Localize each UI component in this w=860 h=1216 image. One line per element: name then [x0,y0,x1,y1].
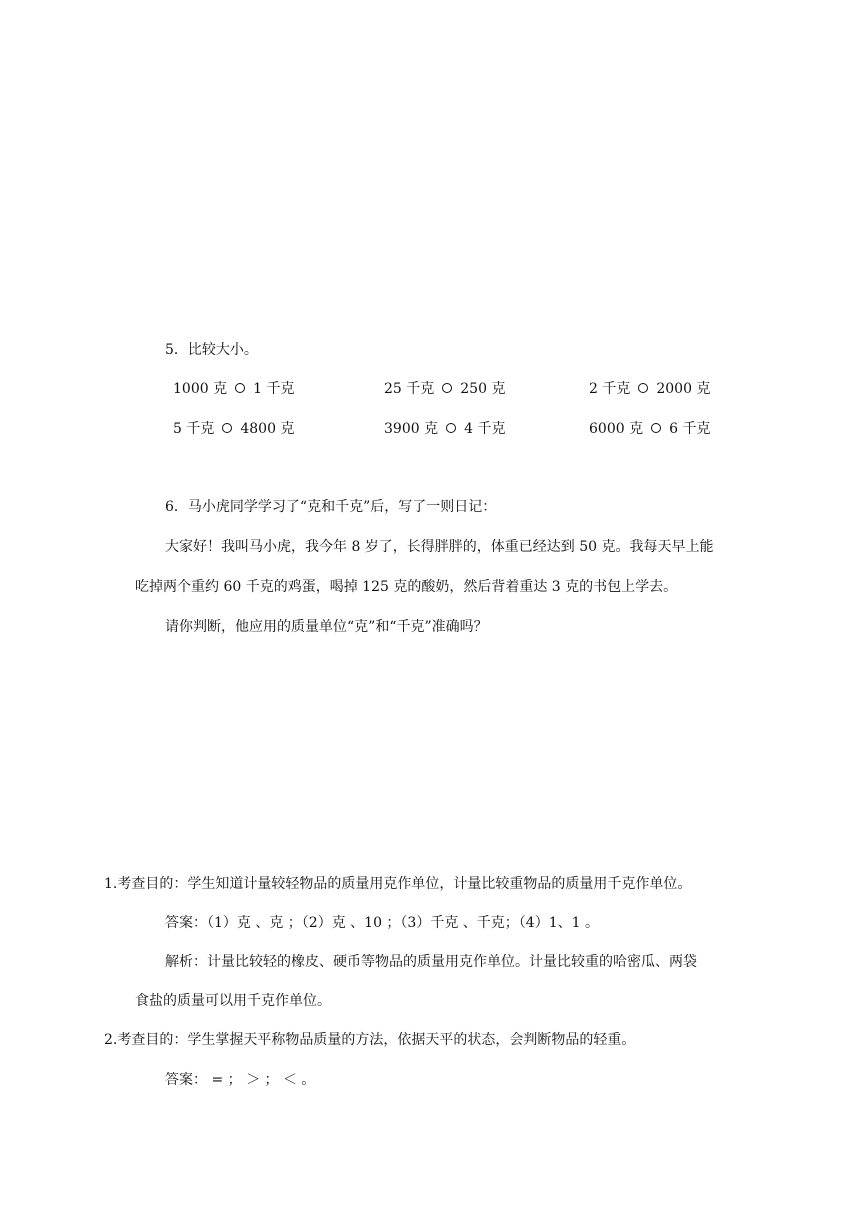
circle-blank-icon[interactable] [446,423,456,433]
circle-blank-icon[interactable] [235,383,245,393]
compare-left: 5 千克 [173,421,215,437]
q5-title: 5．比较大小。 [165,342,258,358]
compare-left: 6000 克 [589,421,644,437]
compare-left: 1000 克 [173,381,228,397]
compare-right: 6 千克 [669,421,711,437]
q6-question: 请你判断，他应用的质量单位“克”和“千克”准确吗？ [165,619,488,635]
answer-2-purpose: 2.考查目的：学生掌握天平称物品质量的方法，依据天平的状态，会判断物品的轻重。 [104,1032,636,1048]
compare-left: 25 千克 [384,381,435,397]
compare-item [589,419,710,439]
answer-1-answer: 答案：（1）克 、克 ；（2）克 、10 ；（3）千克 、千克；（4）1、1 。 [165,915,599,931]
circle-blank-icon[interactable] [651,423,661,433]
compare-right: 4800 克 [240,421,295,437]
compare-right: 4 千克 [464,421,506,437]
compare-item [589,379,710,399]
circle-blank-icon[interactable] [222,423,232,433]
compare-right: 1 千克 [253,381,295,397]
compare-left: 3900 克 [384,421,439,437]
circle-blank-icon[interactable] [638,383,648,393]
compare-item [384,419,505,439]
compare-item [173,379,294,399]
compare-item [384,379,505,399]
answer-2-answer: 答案： = ； ＞ ； ＜ 。 [165,1072,316,1088]
q6-diary-line-2: 吃掉两个重约 60 千克的鸡蛋，喝掉 125 克的酸奶，然后背着重达 3 克的书包上学去。 [135,579,678,595]
compare-item [173,419,294,439]
q6-title: 6．马小虎同学学习了“克和千克”后，写了一则日记： [165,499,497,515]
compare-right: 2000 克 [656,381,711,397]
compare-left: 2 千克 [589,381,631,397]
q6-diary-line-1: 大家好！我叫马小虎，我今年 8 岁了，长得胖胖的，体重已经达到 50 克。我每天早上能 [165,539,714,555]
answer-1-purpose: 1.考查目的：学生知道计量较轻物品的质量用克作单位，计量比较重物品的质量用千克作单位。 [104,876,692,892]
answer-1-analysis-line-2: 食盐的质量可以用千克作单位。 [135,993,331,1009]
compare-right: 250 克 [460,381,506,397]
circle-blank-icon[interactable] [442,383,452,393]
answer-1-analysis-line-1: 解析：计量比较轻的橡皮、硬币等物品的质量用克作单位。计量比较重的哈密瓜、两袋 [165,954,697,970]
